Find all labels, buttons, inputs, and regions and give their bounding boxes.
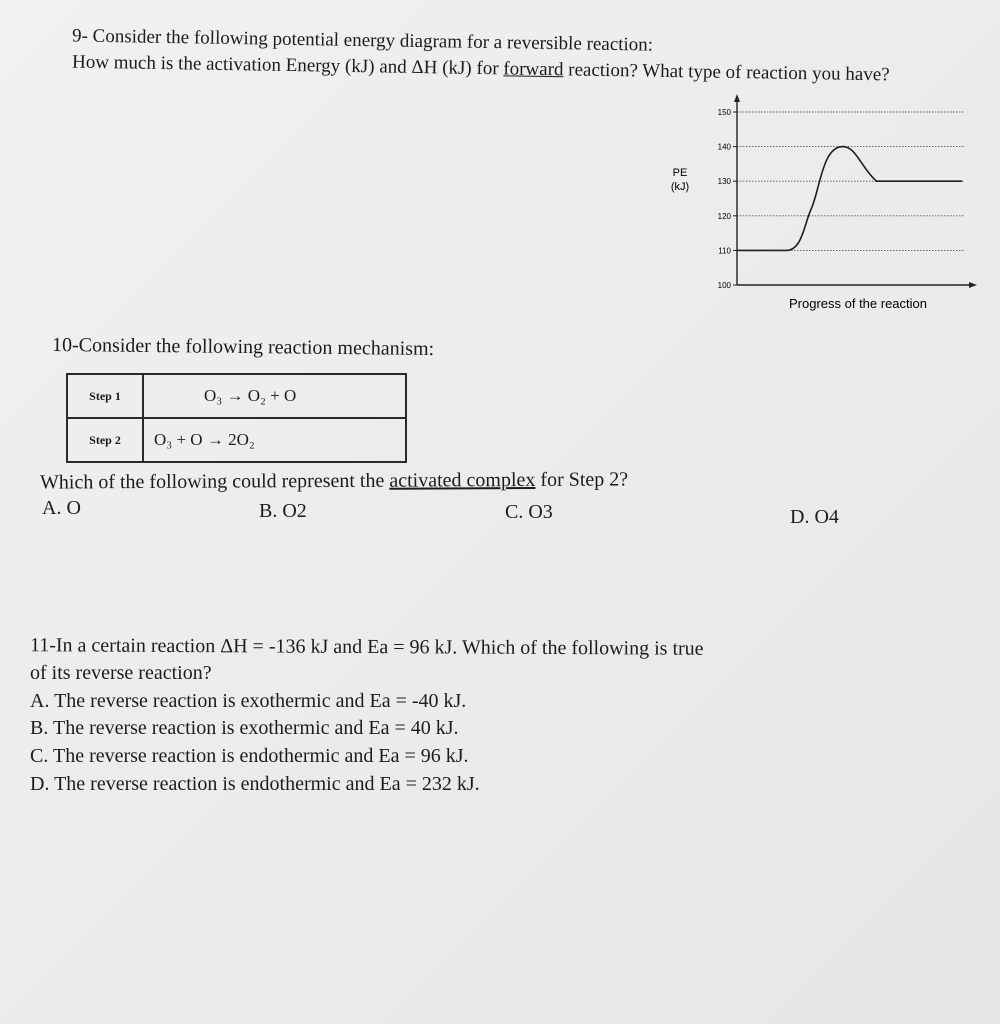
y-tick-label: 130 — [717, 177, 731, 187]
q10-question-part1: Which of the following could represent the — [39, 469, 390, 494]
q9-forward-underlined: forward — [503, 58, 564, 81]
x-axis-arrow — [969, 282, 977, 288]
y-tick-label: 120 — [717, 211, 731, 221]
q11-line1: 11-In a certain reaction ΔH = -136 kJ and Ea = 96 kJ. Which of the following is true — [29, 634, 704, 660]
y-tick-label: 140 — [717, 142, 731, 152]
q10-option-a: A. O — [42, 497, 81, 519]
mechanism-table — [66, 373, 407, 463]
step-label: Step 2 — [67, 418, 143, 462]
table-row — [67, 418, 406, 462]
y-axis-arrow — [734, 94, 740, 102]
pe-diagram — [640, 90, 990, 320]
q10-option-c: C. O3 — [505, 501, 553, 523]
q11-option-d: D. The reverse reaction is endothermic and Ea = 232 kJ. — [30, 773, 480, 795]
q10-prompt: 10-Consider the following reaction mechanism: — [51, 333, 435, 361]
x-label: Progress of the reaction — [788, 296, 928, 311]
q10-option-b: B. O2 — [259, 500, 307, 522]
q9-line2-part3: reaction? What type of reaction you have? — [563, 59, 890, 86]
step-equation: O₃ + O → 2O₂ — [143, 418, 406, 462]
q10-option-d: D. O4 — [790, 506, 839, 528]
y-tick-label: 150 — [717, 108, 731, 117]
q11-option-a: A. The reverse reaction is exothermic and Ea = -40 kJ. — [30, 690, 467, 712]
table-row — [67, 374, 406, 418]
y-tick-label: 100 — [717, 281, 731, 290]
y-label-kj: (kJ) — [670, 181, 690, 193]
q10-activated-complex: activated complex — [389, 468, 536, 492]
q10-question — [40, 468, 628, 494]
y-tick-label: 110 — [718, 246, 731, 256]
q11-option-b: B. The reverse reaction is exothermic and Ea = 40 kJ. — [30, 717, 459, 739]
y-label-pe: PE — [672, 167, 688, 179]
q9-line2 — [72, 52, 890, 87]
q10-question-part3: for Step 2? — [535, 468, 629, 491]
energy-curve — [737, 147, 962, 251]
step-label: Step 1 — [67, 374, 143, 418]
step-equation: O₃ → O₂ + O — [143, 374, 406, 418]
q9-line2-part1: How much is the activation Energy (kJ) and ΔH (kJ) for — [71, 51, 504, 80]
q11-option-c: C. The reverse reaction is endothermic and Ea = 96 kJ. — [30, 745, 469, 767]
q9-line1: 9- Consider the following potential energy diagram for a reversible reaction: — [71, 25, 654, 56]
q11-line2: of its reverse reaction? — [30, 662, 212, 684]
